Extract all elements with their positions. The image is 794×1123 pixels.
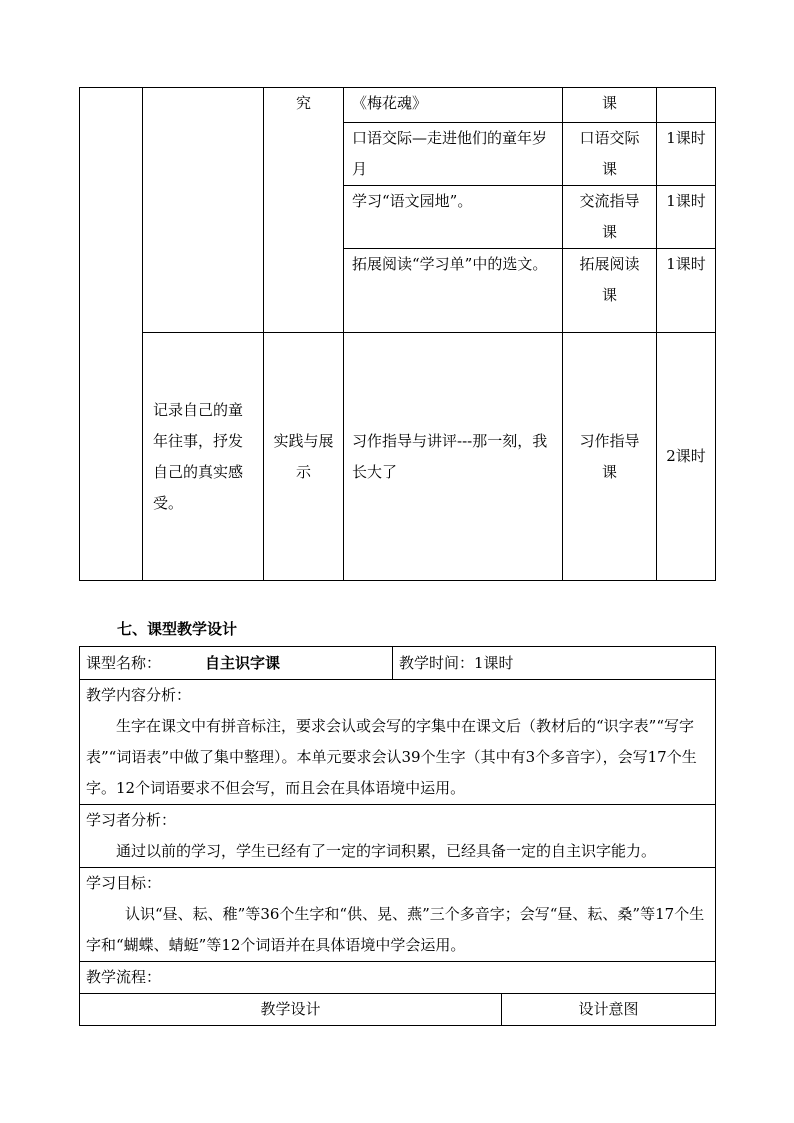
table-row: [80, 333, 716, 581]
content-analysis-text: 生字在课文中有拼音标注，要求会认或会写的字集中在课文后（教材后的“识字表”“写字表”“词语表”中做了集中整理）。本单元要求会认39个生字（其中有3个多音字），会写17个生字。12个词语要求不但会写，而且会在具体语境中运用。: [86, 717, 697, 797]
content-cell: 习作指导与讲评---那一刻，我长大了: [344, 333, 563, 581]
content-analysis-label: 教学内容分析：: [86, 686, 192, 704]
objective-cell: [80, 868, 716, 962]
table-row: [80, 868, 716, 962]
lesson-type-cell: 口语交际课: [563, 123, 657, 186]
lesson-design-table: [79, 646, 716, 1026]
blank-cell: [80, 88, 143, 581]
column-header-intent: 设计意图: [502, 994, 716, 1026]
type-cell: 实践与展示: [264, 333, 344, 581]
learner-analysis-cell: [80, 805, 716, 868]
teaching-time-cell: 教学时间：1课时: [393, 647, 716, 680]
hours-cell: 2课时: [657, 333, 716, 581]
objective-text: 认识“昼、耘、稚”等36个生字和“供、晃、燕”三个多音字；会写“昼、耘、桑”等17个生字和“蝴蝶、蜻蜓”等12个词语并在具体语境中学会运用。: [86, 905, 705, 954]
hours-cell: 1课时: [657, 186, 716, 249]
process-label: 教学流程：: [80, 962, 716, 994]
goal-cell: [143, 88, 264, 333]
table-row: [80, 88, 716, 123]
hours-cell: 1课时: [657, 249, 716, 333]
type-cell: 究: [264, 88, 344, 333]
lesson-type-cell: 拓展阅读课: [563, 249, 657, 333]
section-title: 七、课型教学设计: [117, 620, 238, 638]
unit-schedule-table: [79, 87, 716, 581]
table-row: [80, 805, 716, 868]
content-cell: 学习“语文园地”。: [344, 186, 563, 249]
lesson-name-cell: [80, 647, 393, 680]
learner-analysis-label: 学习者分析：: [86, 811, 177, 829]
hours-cell: 1课时: [657, 123, 716, 186]
objective-label: 学习目标：: [86, 874, 162, 892]
learner-analysis-text: 通过以前的学习，学生已经有了一定的字词积累，已经具备一定的自主识字能力。: [116, 842, 657, 860]
table-row: [80, 680, 716, 805]
content-analysis-cell: [80, 680, 716, 805]
lesson-name-value: 自主识字课: [205, 653, 281, 672]
table-row: [80, 962, 716, 994]
content-cell: 口语交际—走进他们的童年岁月: [344, 123, 563, 186]
lesson-type-cell: 课: [563, 88, 657, 123]
lesson-type-cell: 习作指导课: [563, 333, 657, 581]
table-row: [80, 647, 716, 680]
content-cell: 《梅花魂》: [344, 88, 563, 123]
table-row: [80, 994, 716, 1026]
column-header-design: 教学设计: [80, 994, 502, 1026]
content-cell: 拓展阅读“学习单”中的选文。: [344, 249, 563, 333]
hours-cell: [657, 88, 716, 123]
lesson-type-cell: 交流指导课: [563, 186, 657, 249]
lesson-name-label: 课型名称：: [86, 653, 162, 672]
goal-cell: 记录自己的童年往事，抒发自己的真实感受。: [143, 333, 264, 581]
